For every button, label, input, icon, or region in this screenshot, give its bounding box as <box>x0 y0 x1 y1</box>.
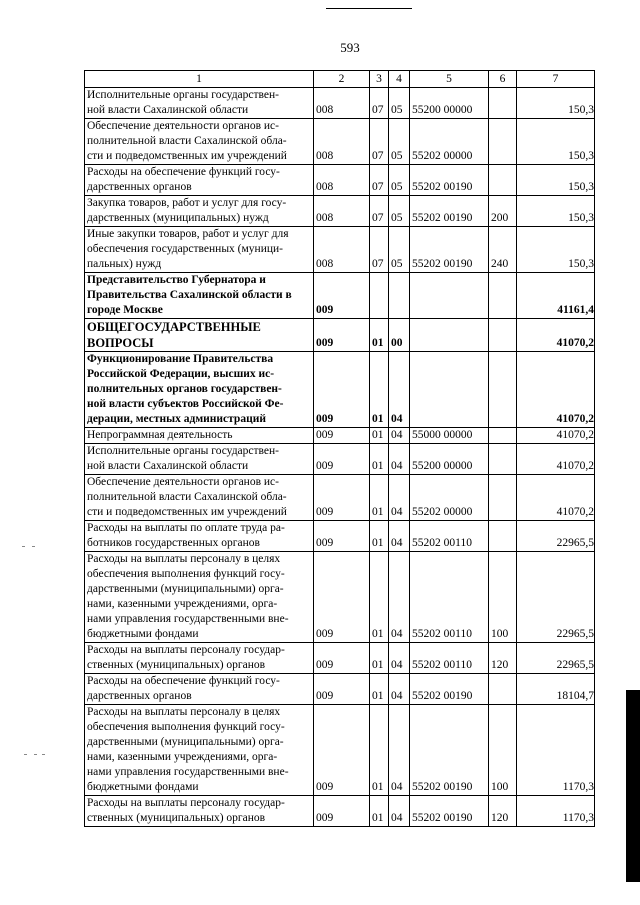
target-article-cell: 55202 00110 <box>410 521 489 552</box>
amount-cell: 1170,3 <box>517 796 595 827</box>
ved-code-cell: 009 <box>314 273 370 319</box>
amount-cell: 41070,2 <box>517 475 595 521</box>
ved-code-cell: 008 <box>314 165 370 196</box>
expense-type-cell: 240 <box>489 227 517 273</box>
expense-type-cell <box>489 319 517 352</box>
amount-cell: 22965,5 <box>517 521 595 552</box>
ved-code-cell: 008 <box>314 227 370 273</box>
table-row <box>85 674 595 705</box>
table-row <box>85 319 595 352</box>
expense-type-cell <box>489 674 517 705</box>
amount-cell: 41070,2 <box>517 352 595 428</box>
row-name-cell: Закупка товаров, работ и услуг для госу- дарственных (муниципальных) нужд <box>85 196 314 227</box>
target-article-cell: 55202 00190 <box>410 796 489 827</box>
row-name-cell: Представительство Губернатора и Правительства Сахалинской области в городе Москве <box>85 273 314 319</box>
amount-cell: 41161,4 <box>517 273 595 319</box>
target-article-cell: 55000 00000 <box>410 428 489 444</box>
ved-code-cell: 009 <box>314 428 370 444</box>
ved-code-cell: 009 <box>314 552 370 643</box>
target-article-cell: 55202 00110 <box>410 552 489 643</box>
amount-cell: 150,3 <box>517 196 595 227</box>
row-name-cell: Функционирование Правительства Российской Федерации, высших ис- полнительных органов государствен- ной власти субъектов Российской Фе- дерации, местных администраций <box>85 352 314 428</box>
subsection-code-cell: 05 <box>389 227 410 273</box>
target-article-cell: 55202 00000 <box>410 475 489 521</box>
ved-code-cell: 009 <box>314 444 370 475</box>
row-name-cell: Исполнительные органы государствен- ной власти Сахалинской области <box>85 88 314 119</box>
section-code-cell: 07 <box>370 196 389 227</box>
column-header: 6 <box>489 71 517 88</box>
amount-cell: 22965,5 <box>517 552 595 643</box>
column-header: 1 <box>85 71 314 88</box>
subsection-code-cell: 04 <box>389 643 410 674</box>
target-article-cell: 55200 00000 <box>410 444 489 475</box>
section-code-cell: 07 <box>370 119 389 165</box>
section-code-cell: 01 <box>370 674 389 705</box>
table-row <box>85 552 595 643</box>
section-code-cell: 01 <box>370 643 389 674</box>
target-article-cell <box>410 319 489 352</box>
expense-type-cell: 100 <box>489 705 517 796</box>
expense-type-cell <box>489 88 517 119</box>
amount-cell: 41070,2 <box>517 428 595 444</box>
expense-type-cell <box>489 428 517 444</box>
expense-type-cell <box>489 273 517 319</box>
expense-type-cell <box>489 521 517 552</box>
section-code-cell: 01 <box>370 552 389 643</box>
target-article-cell: 55202 00110 <box>410 643 489 674</box>
column-header: 2 <box>314 71 370 88</box>
table-row <box>85 428 595 444</box>
page-number: 593 <box>340 40 360 55</box>
table-row <box>85 273 595 319</box>
row-name-cell: Расходы на выплаты по оплате труда ра- ботников государственных органов <box>85 521 314 552</box>
expense-type-cell <box>489 444 517 475</box>
section-code-cell: 01 <box>370 319 389 352</box>
section-code-cell: 01 <box>370 796 389 827</box>
expense-type-cell: 200 <box>489 196 517 227</box>
header-row <box>85 71 595 88</box>
subsection-code-cell: 05 <box>389 88 410 119</box>
table-row <box>85 521 595 552</box>
expense-type-cell: 100 <box>489 552 517 643</box>
expense-type-cell <box>489 165 517 196</box>
table-row <box>85 705 595 796</box>
subsection-code-cell: 04 <box>389 552 410 643</box>
amount-cell: 22965,5 <box>517 643 595 674</box>
row-name-cell: Обеспечение деятельности органов ис- полнительной власти Сахалинской обла- сти и подведомственных им учреждений <box>85 475 314 521</box>
amount-cell: 150,3 <box>517 88 595 119</box>
scan-noise <box>18 540 48 780</box>
subsection-code-cell: 04 <box>389 444 410 475</box>
target-article-cell: 55202 00190 <box>410 674 489 705</box>
section-code-cell: 01 <box>370 428 389 444</box>
table-row <box>85 165 595 196</box>
ved-code-cell: 008 <box>314 88 370 119</box>
section-code-cell: 01 <box>370 521 389 552</box>
target-article-cell: 55202 00190 <box>410 165 489 196</box>
row-name-cell: Иные закупки товаров, работ и услуг для обеспечения государственных (муници- пальных) нужд <box>85 227 314 273</box>
target-article-cell <box>410 273 489 319</box>
amount-cell: 150,3 <box>517 165 595 196</box>
amount-cell: 1170,3 <box>517 705 595 796</box>
row-name-cell: Обеспечение деятельности органов ис- полнительной власти Сахалинской обла- сти и подведомственных им учреждений <box>85 119 314 165</box>
subsection-code-cell: 04 <box>389 705 410 796</box>
expense-type-cell: 120 <box>489 796 517 827</box>
top-rule <box>326 8 412 9</box>
table-row <box>85 88 595 119</box>
section-code-cell: 01 <box>370 475 389 521</box>
amount-cell: 18104,7 <box>517 674 595 705</box>
expense-type-cell <box>489 475 517 521</box>
subsection-code-cell: 00 <box>389 319 410 352</box>
section-code-cell <box>370 273 389 319</box>
amount-cell: 41070,2 <box>517 444 595 475</box>
subsection-code-cell: 05 <box>389 119 410 165</box>
ved-code-cell: 009 <box>314 521 370 552</box>
expense-type-cell: 120 <box>489 643 517 674</box>
section-code-cell: 07 <box>370 165 389 196</box>
subsection-code-cell: 04 <box>389 796 410 827</box>
table-row <box>85 444 595 475</box>
ved-code-cell: 008 <box>314 196 370 227</box>
column-header: 4 <box>389 71 410 88</box>
subsection-code-cell: 04 <box>389 475 410 521</box>
target-article-cell: 55202 00190 <box>410 227 489 273</box>
row-name-cell: Расходы на обеспечение функций госу- дарственных органов <box>85 165 314 196</box>
ved-code-cell: 009 <box>314 475 370 521</box>
row-name-cell: Расходы на обеспечение функций госу- дарственных органов <box>85 674 314 705</box>
ved-code-cell: 009 <box>314 643 370 674</box>
table-row <box>85 352 595 428</box>
table-row <box>85 227 595 273</box>
subsection-code-cell: 04 <box>389 428 410 444</box>
column-header: 3 <box>370 71 389 88</box>
budget-table <box>84 70 595 827</box>
row-name-cell: Непрограммная деятельность <box>85 428 314 444</box>
ved-code-cell: 009 <box>314 705 370 796</box>
section-code-cell: 07 <box>370 88 389 119</box>
ved-code-cell: 009 <box>314 352 370 428</box>
amount-cell: 41070,2 <box>517 319 595 352</box>
target-article-cell <box>410 352 489 428</box>
ved-code-cell: 009 <box>314 319 370 352</box>
section-code-cell: 01 <box>370 444 389 475</box>
ved-code-cell: 009 <box>314 796 370 827</box>
row-name-cell: Расходы на выплаты персоналу в целях обеспечения выполнения функций госу- дарственными (муниципальными) орга- нами, казенными учреждениями, орга- нами управления государственными вне- бюджетными фондами <box>85 705 314 796</box>
row-name-cell: Расходы на выплаты персоналу государ- ственных (муниципальных) органов <box>85 643 314 674</box>
section-code-cell: 01 <box>370 705 389 796</box>
target-article-cell: 55202 00000 <box>410 119 489 165</box>
table-row <box>85 196 595 227</box>
expense-type-cell <box>489 352 517 428</box>
section-code-cell: 01 <box>370 352 389 428</box>
subsection-code-cell <box>389 273 410 319</box>
ved-code-cell: 008 <box>314 119 370 165</box>
scan-edge-bar <box>626 690 640 882</box>
subsection-code-cell: 04 <box>389 352 410 428</box>
subsection-code-cell: 05 <box>389 196 410 227</box>
row-name-cell: Расходы на выплаты персоналу в целях обеспечения выполнения функций госу- дарственными (муниципальными) орга- нами, казенными учреждениями, орга- нами управления государственными вне- бюджетными фондами <box>85 552 314 643</box>
target-article-cell: 55202 00190 <box>410 196 489 227</box>
amount-cell: 150,3 <box>517 119 595 165</box>
target-article-cell: 55200 00000 <box>410 88 489 119</box>
table-row <box>85 119 595 165</box>
row-name-cell: Исполнительные органы государствен- ной власти Сахалинской области <box>85 444 314 475</box>
column-header: 5 <box>410 71 489 88</box>
expense-type-cell <box>489 119 517 165</box>
subsection-code-cell: 04 <box>389 674 410 705</box>
row-name-cell: ОБЩЕГОСУДАРСТВЕННЫЕ ВОПРОСЫ <box>85 319 314 352</box>
section-code-cell: 07 <box>370 227 389 273</box>
row-name-cell: Расходы на выплаты персоналу государ- ственных (муниципальных) органов <box>85 796 314 827</box>
table-row <box>85 643 595 674</box>
subsection-code-cell: 04 <box>389 521 410 552</box>
table-row <box>85 475 595 521</box>
column-header: 7 <box>517 71 595 88</box>
subsection-code-cell: 05 <box>389 165 410 196</box>
target-article-cell: 55202 00190 <box>410 705 489 796</box>
table-row <box>85 796 595 827</box>
ved-code-cell: 009 <box>314 674 370 705</box>
amount-cell: 150,3 <box>517 227 595 273</box>
